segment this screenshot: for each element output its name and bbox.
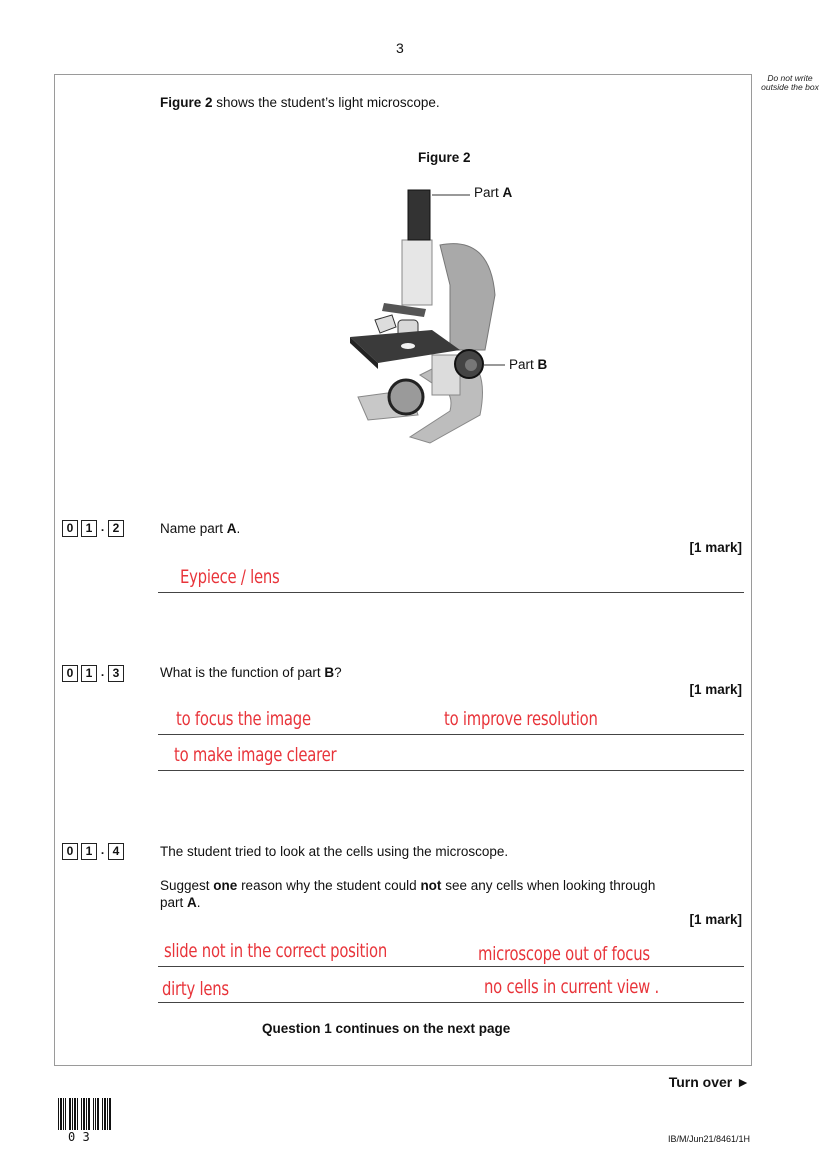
barcode-number: 0 3 — [68, 1130, 90, 1144]
qnum-digit: 0 — [62, 520, 78, 537]
answer-01-4-c[interactable]: dirty lens — [162, 978, 229, 1000]
intro-text — [160, 95, 440, 110]
text-part: . — [236, 521, 241, 536]
answer-line[interactable] — [158, 734, 744, 735]
turn-over: Turn over ► — [668, 1074, 750, 1090]
question-01-4-text2 — [160, 878, 655, 893]
answer-line[interactable] — [158, 770, 744, 771]
barcode — [58, 1098, 111, 1130]
microscope-figure — [340, 175, 580, 455]
marks-01-4: [1 mark] — [689, 912, 742, 927]
answer-01-4-d[interactable]: no cells in current view . — [484, 976, 659, 998]
question-number-01-4 — [62, 843, 124, 860]
qnum-dot: . — [100, 520, 105, 534]
qnum-digit: 3 — [108, 665, 124, 682]
qnum-dot: . — [100, 665, 105, 679]
text-part: part — [160, 895, 188, 910]
qnum-digit: 1 — [81, 520, 97, 537]
answer-01-4-a[interactable]: slide not in the correct position — [164, 940, 388, 962]
intro-bold: Figure 2 — [160, 95, 213, 110]
text-part: reason why the student could — [237, 878, 421, 893]
continues-note: Question 1 continues on the next page — [262, 1021, 511, 1036]
question-01-2-text — [160, 521, 240, 536]
answer-01-2[interactable]: Eypiece / lens — [180, 566, 280, 588]
figure-title: Figure 2 — [418, 150, 471, 165]
label-b-letter: B — [537, 357, 548, 372]
qnum-digit: 2 — [108, 520, 124, 537]
text-part: see any cells when looking through — [441, 878, 656, 893]
text-part: Name part — [160, 521, 227, 536]
answer-line[interactable] — [158, 966, 744, 967]
text-part: ? — [334, 665, 342, 680]
text-bold: B — [324, 665, 335, 680]
qnum-digit: 0 — [62, 843, 78, 860]
qnum-digit: 1 — [81, 665, 97, 682]
question-01-3-text — [160, 665, 342, 680]
qnum-digit: 0 — [62, 665, 78, 682]
qnum-digit: 1 — [81, 843, 97, 860]
page-number: 3 — [396, 40, 404, 56]
text-bold: not — [420, 878, 442, 893]
margin-note: Do not write outside the box — [761, 73, 819, 92]
intro-rest: shows the student’s light microscope. — [212, 95, 440, 110]
question-01-4-text3 — [160, 895, 201, 910]
text-part: What is the function of part — [160, 665, 325, 680]
answer-line[interactable] — [158, 592, 744, 593]
label-a-prefix: Part — [474, 185, 503, 200]
qnum-digit: 4 — [108, 843, 124, 860]
label-part-b — [509, 357, 547, 372]
label-part-a — [474, 185, 512, 200]
answer-01-3-b[interactable]: to improve resolution — [444, 708, 598, 730]
qnum-dot: . — [100, 843, 105, 857]
answer-line[interactable] — [158, 1002, 744, 1003]
label-b-prefix: Part — [509, 357, 538, 372]
marks-01-3: [1 mark] — [689, 682, 742, 697]
marks-01-2: [1 mark] — [689, 540, 742, 555]
text-bold: one — [213, 878, 238, 893]
question-01-4-text: The student tried to look at the cells using the microscope. — [160, 844, 509, 859]
question-number-01-2 — [62, 520, 124, 537]
text-bold: A — [226, 521, 237, 536]
answer-01-3-c[interactable]: to make image clearer — [174, 744, 337, 766]
label-a-letter: A — [502, 185, 513, 200]
question-number-01-3 — [62, 665, 124, 682]
answer-01-3-a[interactable]: to focus the image — [176, 708, 311, 730]
answer-01-4-b[interactable]: microscope out of focus — [478, 943, 650, 965]
paper-code: IB/M/Jun21/8461/1H — [667, 1134, 750, 1144]
text-part: . — [196, 895, 201, 910]
text-bold: A — [187, 895, 197, 910]
text-part: Suggest — [160, 878, 214, 893]
